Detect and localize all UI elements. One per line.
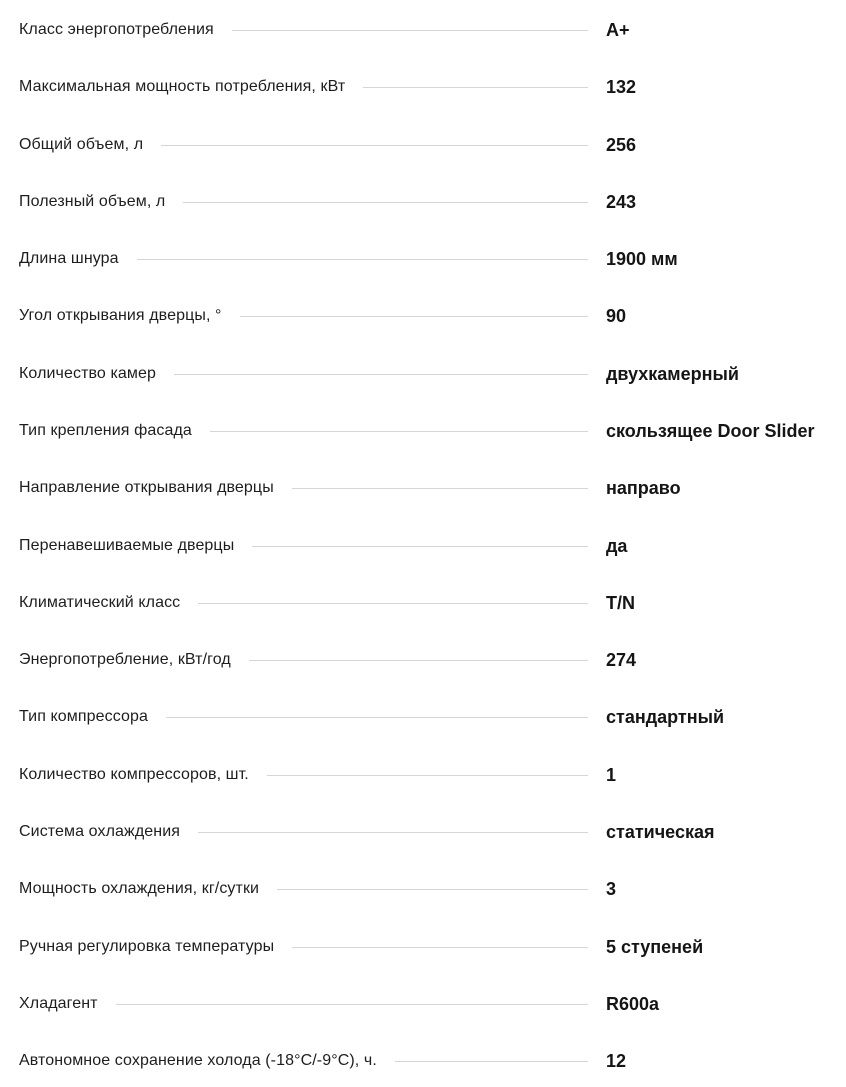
spec-value: скользящее Door Slider — [606, 420, 815, 441]
spec-label: Энергопотребление, кВт/год — [19, 651, 231, 668]
spec-value: 5 ступеней — [606, 936, 704, 957]
spec-value: 274 — [606, 649, 637, 670]
spec-label: Ручная регулировка температуры — [19, 938, 275, 955]
dotted-leader-line — [232, 30, 588, 31]
spec-value: 243 — [606, 191, 637, 212]
spec-label: Количество камер — [19, 365, 157, 382]
spec-row-temperature-control — [0, 935, 846, 959]
spec-value: 256 — [606, 134, 637, 155]
dotted-leader-line — [137, 259, 588, 260]
spec-row-door-angle — [0, 304, 846, 328]
spec-value: 1 — [606, 764, 617, 785]
dotted-leader-line — [252, 546, 588, 547]
spec-label: Максимальная мощность потребления, кВт — [19, 78, 346, 95]
spec-row-energy-consumption — [0, 648, 846, 672]
spec-row-chamber-count — [0, 362, 846, 386]
dotted-leader-line — [174, 374, 588, 375]
spec-label: Направление открывания дверцы — [19, 479, 274, 496]
spec-value: стандартный — [606, 706, 725, 727]
spec-row-compressor-type — [0, 705, 846, 729]
spec-value: да — [606, 535, 628, 556]
spec-row-refrigerant — [0, 992, 846, 1016]
dotted-leader-line — [183, 202, 588, 203]
spec-value: 132 — [606, 76, 637, 97]
spec-row-useful-volume — [0, 190, 846, 214]
dotted-leader-line — [210, 431, 588, 432]
spec-label: Автономное сохранение холода (-18°C/-9°C), ч. — [19, 1052, 377, 1069]
spec-label: Тип компрессора — [19, 708, 149, 725]
spec-row-reversible-doors — [0, 534, 846, 558]
spec-value: R600a — [606, 993, 660, 1014]
spec-value: статическая — [606, 821, 715, 842]
spec-row-max-power — [0, 75, 846, 99]
spec-row-cooling-capacity — [0, 877, 846, 901]
spec-value: 3 — [606, 878, 617, 899]
dotted-leader-line — [395, 1061, 588, 1062]
spec-label: Система охлаждения — [19, 823, 181, 840]
dotted-leader-line — [277, 889, 588, 890]
spec-value: 1900 мм — [606, 248, 678, 269]
dotted-leader-line — [240, 316, 588, 317]
spec-value: 90 — [606, 305, 627, 326]
dotted-leader-line — [198, 832, 588, 833]
spec-value: T/N — [606, 592, 635, 613]
spec-label: Общий объем, л — [19, 136, 144, 153]
dotted-leader-line — [292, 488, 588, 489]
spec-label: Тип крепления фасада — [19, 422, 192, 439]
spec-row-climate-class — [0, 591, 846, 615]
dotted-leader-line — [292, 947, 588, 948]
spec-row-facade-mount — [0, 419, 846, 443]
spec-row-total-volume — [0, 133, 846, 157]
spec-label: Климатический класс — [19, 594, 181, 611]
spec-value: двухкамерный — [606, 363, 739, 384]
spec-row-energy-class — [0, 18, 846, 42]
dotted-leader-line — [161, 145, 588, 146]
dotted-leader-line — [363, 87, 588, 88]
spec-label: Класс энергопотребления — [19, 21, 214, 38]
spec-row-cord-length — [0, 247, 846, 271]
spec-label: Длина шнура — [19, 250, 119, 267]
spec-row-autonomous-cold — [0, 1049, 846, 1073]
spec-label: Полезный объем, л — [19, 193, 166, 210]
spec-row-door-direction — [0, 476, 846, 500]
dotted-leader-line — [166, 717, 588, 718]
spec-value: направо — [606, 477, 681, 498]
spec-label: Количество компрессоров, шт. — [19, 766, 249, 783]
spec-label: Перенавешиваемые дверцы — [19, 537, 235, 554]
spec-value: 12 — [606, 1050, 627, 1071]
spec-value: A+ — [606, 19, 630, 40]
spec-label: Угол открывания дверцы, ° — [19, 307, 222, 324]
spec-row-compressor-count — [0, 763, 846, 787]
dotted-leader-line — [198, 603, 588, 604]
dotted-leader-line — [267, 775, 588, 776]
spec-label: Хладагент — [19, 995, 98, 1012]
spec-label: Мощность охлаждения, кг/сутки — [19, 880, 260, 897]
spec-row-cooling-system — [0, 820, 846, 844]
dotted-leader-line — [249, 660, 588, 661]
dotted-leader-line — [116, 1004, 588, 1005]
